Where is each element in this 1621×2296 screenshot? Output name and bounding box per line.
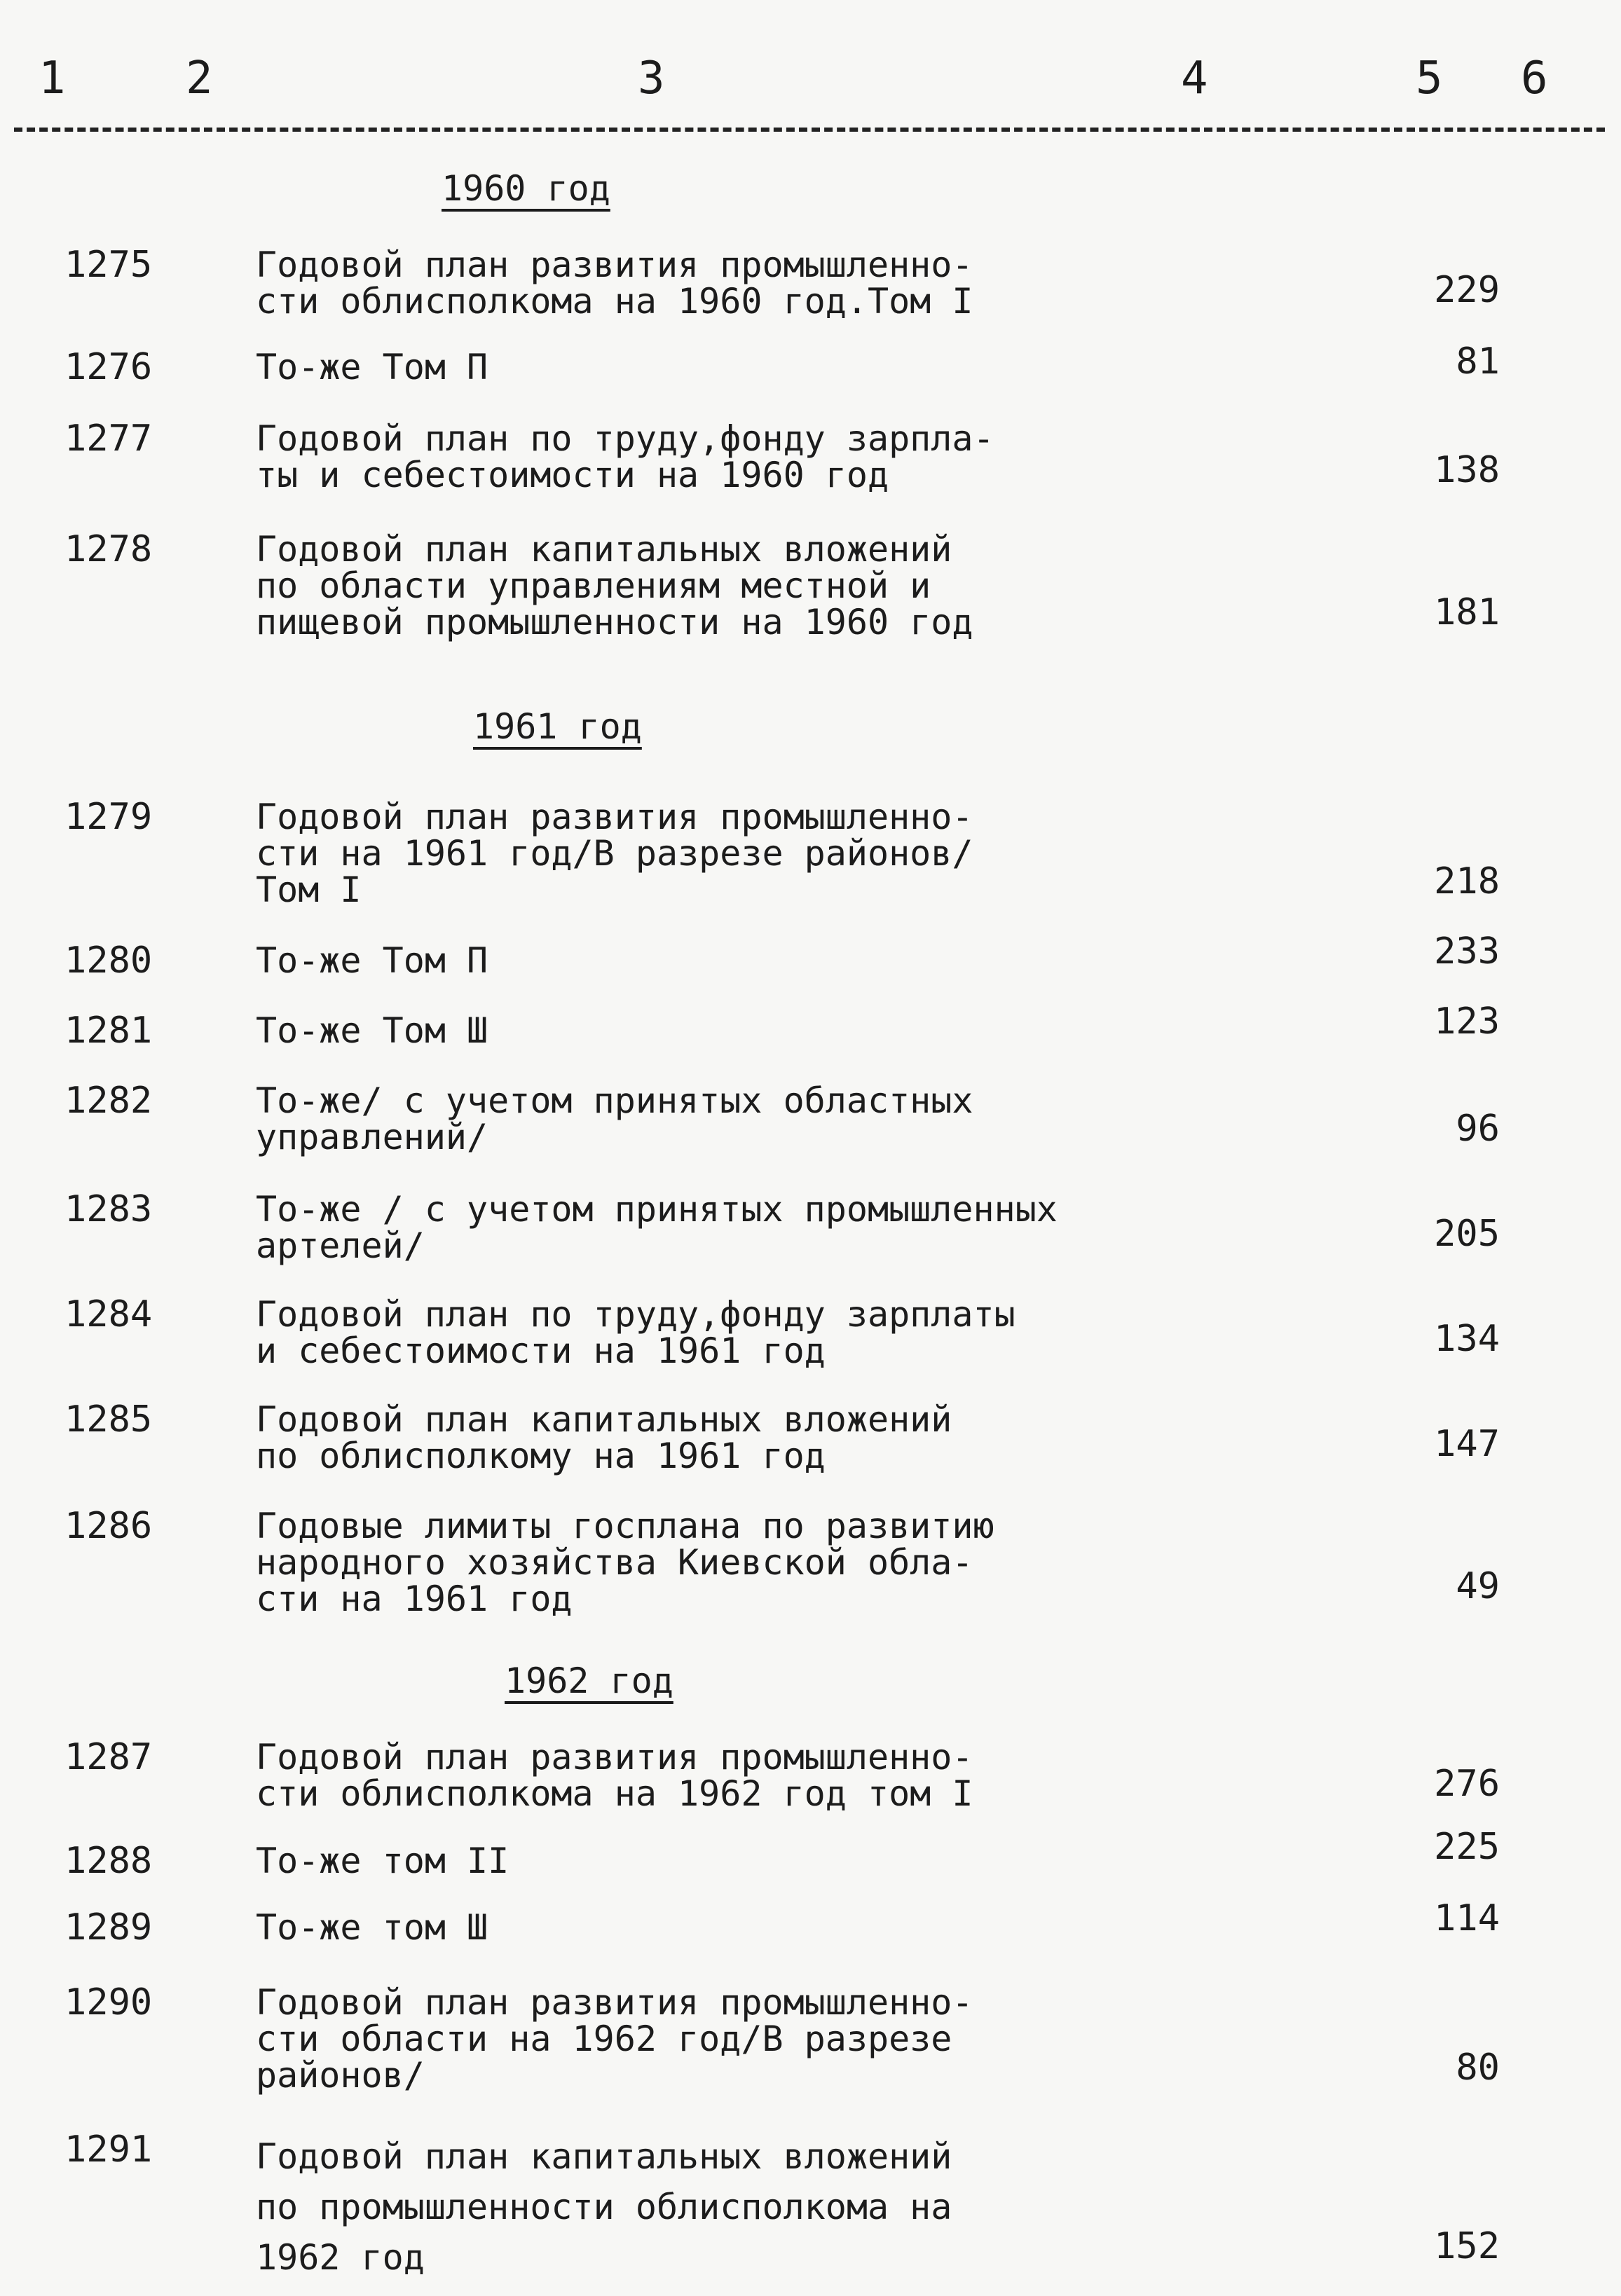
item-pages: 49 (1456, 1565, 1500, 1607)
item-pages: 96 (1456, 1108, 1500, 1150)
item-pages: 181 (1434, 591, 1500, 633)
item-title: Годовой план развития промышленно- сти области на 1962 год/В разрезе районов/ (256, 1982, 973, 2096)
item-number: 1278 (64, 528, 153, 570)
item-title: То-же/ с учетом принятых областных управлений/ (256, 1080, 973, 1157)
item-number: 1286 (64, 1505, 153, 1547)
item-number: 1284 (64, 1293, 153, 1335)
item-title: То-же том Ш (256, 1907, 488, 1948)
column-header (0, 53, 1621, 133)
item-pages: 114 (1434, 1897, 1500, 1939)
item-title: То-же Том П (256, 940, 488, 981)
item-pages: 152 (1434, 2225, 1500, 2267)
year-heading: 1961 год (473, 706, 642, 747)
item-pages: 80 (1456, 2047, 1500, 2089)
item-title: То-же Том П (256, 347, 488, 387)
item-number: 1276 (64, 346, 153, 388)
item-number: 1288 (64, 1840, 153, 1882)
item-pages: 147 (1434, 1423, 1500, 1465)
item-number: 1285 (64, 1398, 153, 1441)
item-pages: 123 (1434, 1001, 1500, 1043)
item-number: 1291 (64, 2129, 153, 2171)
item-number: 1282 (64, 1080, 153, 1122)
item-title: То-же / с учетом принятых промышленных артелей/ (256, 1189, 1058, 1266)
column-header-6: 6 (1521, 53, 1548, 104)
column-header-1: 1 (39, 53, 66, 104)
item-number: 1281 (64, 1010, 153, 1052)
item-pages: 81 (1456, 341, 1500, 383)
item-title: Годовой план развития промышленно- сти на 1961 год/В разрезе районов/ Том I (256, 797, 973, 910)
item-number: 1277 (64, 418, 153, 460)
item-pages: 225 (1434, 1826, 1500, 1868)
column-header-5: 5 (1416, 53, 1443, 104)
year-heading: 1962 год (505, 1661, 673, 1701)
item-title: Годовой план капитальных вложений по промышленности облисполкома на 1962 год (256, 2136, 952, 2278)
item-title: Годовой план по труду,фонду зарплаты и себестоимости на 1961 год (256, 1294, 1015, 1371)
item-pages: 233 (1434, 930, 1500, 972)
item-number: 1275 (64, 244, 153, 286)
item-number: 1283 (64, 1188, 153, 1230)
item-title: Годовой план развития промышленно- сти облисполкома на 1962 год том I (256, 1737, 973, 1814)
header-dashed-rule (14, 128, 1605, 132)
item-pages: 229 (1434, 269, 1500, 311)
item-pages: 218 (1434, 860, 1500, 902)
item-number: 1290 (64, 1981, 153, 2023)
item-number: 1289 (64, 1906, 153, 1948)
year-heading: 1960 год (442, 168, 610, 209)
item-title: Годовые лимиты госплана по развитию народного хозяйства Киевской обла- сти на 1961 год (256, 1506, 994, 1619)
column-header-4: 4 (1181, 53, 1208, 104)
column-header-2: 2 (186, 53, 213, 104)
item-pages: 276 (1434, 1763, 1500, 1805)
column-header-3: 3 (638, 53, 665, 104)
item-number: 1280 (64, 940, 153, 982)
item-number: 1287 (64, 1736, 153, 1778)
item-title: Годовой план по труду,фонду зарпла- ты и себестоимости на 1960 год (256, 418, 994, 495)
item-pages: 134 (1434, 1318, 1500, 1360)
item-pages: 205 (1434, 1213, 1500, 1255)
item-pages: 138 (1434, 449, 1500, 491)
item-title: То-же Том Ш (256, 1010, 488, 1051)
item-title: То-же том II (256, 1841, 509, 1881)
item-title: Годовой план развития промышленно- сти облисполкома на 1960 год.Том I (256, 245, 973, 322)
item-title: Годовой план капитальных вложений по облисполкому на 1961 год (256, 1399, 952, 1476)
item-title: Годовой план капитальных вложений по области управлениям местной и пищевой промышленности на 1960 год (256, 529, 973, 642)
item-number: 1279 (64, 796, 153, 838)
